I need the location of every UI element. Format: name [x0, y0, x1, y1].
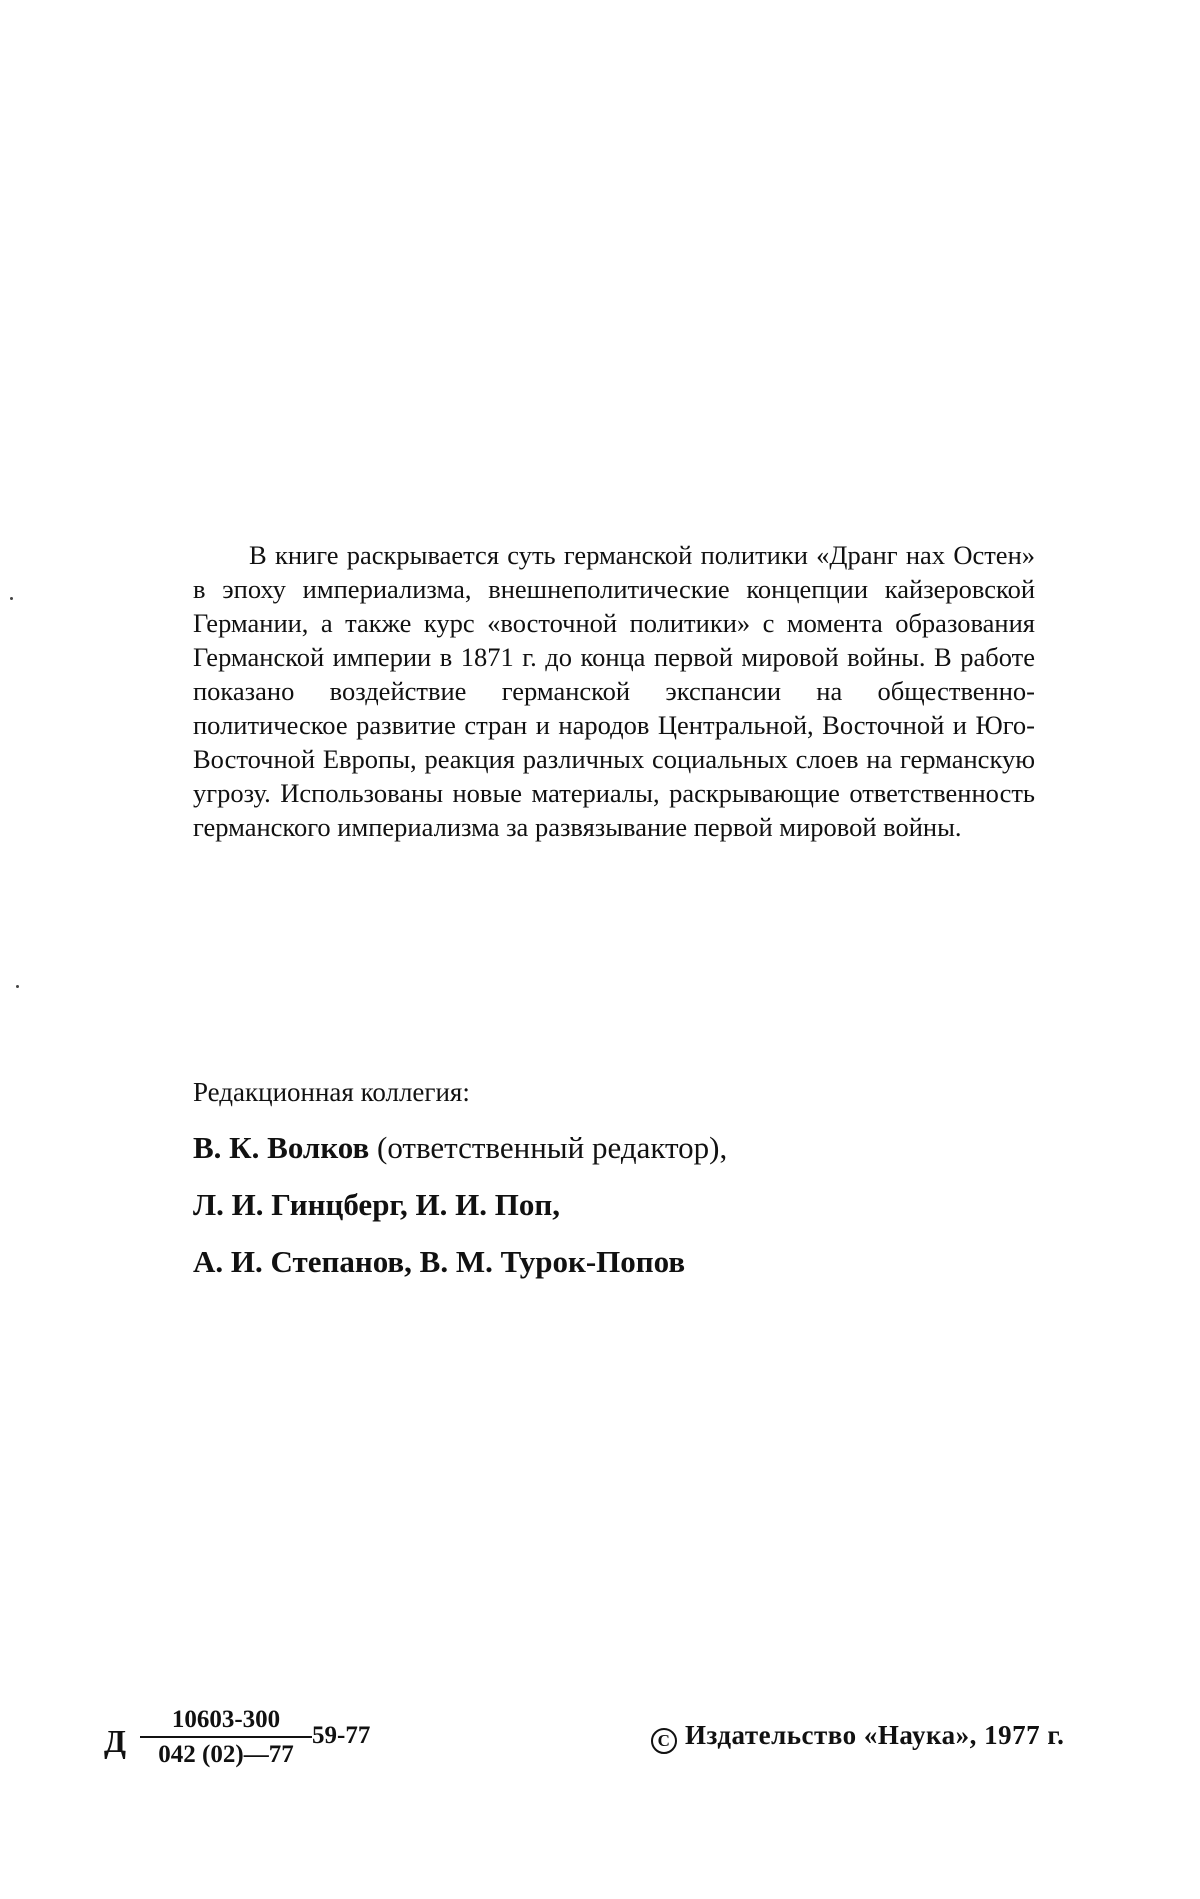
editorial-board-line-2	[193, 1186, 560, 1224]
bbk-fraction	[140, 1705, 312, 1770]
scan-speck	[16, 985, 19, 988]
bbk-fraction-rule	[140, 1736, 312, 1738]
bbk-index	[104, 1705, 404, 1785]
editorial-board-members-1: Л. И. Гинцберг, И. И. Поп,	[193, 1187, 560, 1222]
editorial-board-heading: Редакционная коллегия:	[193, 1077, 470, 1107]
copyright-notice	[651, 1718, 1064, 1754]
editorial-board-line-3	[193, 1243, 685, 1281]
copyright-icon: C	[651, 1728, 677, 1754]
publisher-text: Издательство «Наука», 1977 г.	[685, 1720, 1065, 1750]
bbk-denominator: 042 (02)—77	[158, 1741, 294, 1768]
scan-speck	[10, 597, 13, 600]
editorial-board-line-1	[193, 1129, 727, 1167]
book-abstract: В книге раскрывается суть германской политики «Дранг нах Остен» в эпоху империализма, внешнеполитические концепции кайзеровской Германии, а также курс «восточной политики» с момента образования Германской империи в 1871 г. до конца первой мировой войны. В работе показано воздействие германской экспансии на общественно-политическое развитие стран и народов Центральной, Восточной и Юго-Восточной Европы, реакция различных социальных слоев на германскую угрозу. Использованы новые материалы, раскрывающие ответственность германского империализма за развязывание первой мировой войны.	[193, 540, 1035, 842]
editorial-board-members-2: А. И. Степанов, В. М. Турок-Попов	[193, 1244, 686, 1279]
executive-editor-role: (ответственный редактор),	[369, 1130, 728, 1165]
bbk-code: 59-77	[312, 1722, 371, 1749]
bbk-letter: Д	[104, 1723, 127, 1759]
bbk-numerator: 10603-300	[171, 1706, 281, 1733]
executive-editor-name: В. К. Волков	[193, 1130, 370, 1165]
